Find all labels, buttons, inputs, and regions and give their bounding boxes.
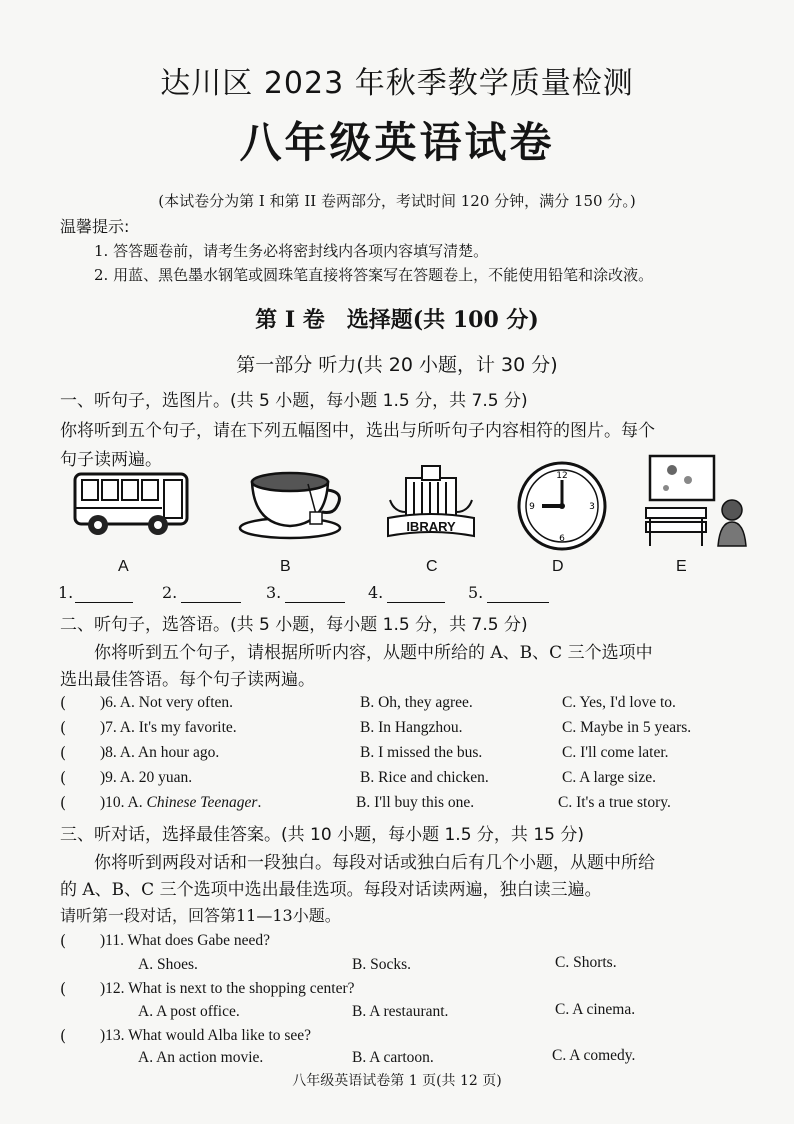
section3-sub-instruction: 请听第一段对话，回答第11—13小题。 [60, 906, 341, 925]
svg-text:12: 12 [556, 471, 568, 481]
answer-blank-2[interactable]: 2. [162, 583, 241, 603]
book-title: Chinese Teenager [146, 794, 258, 811]
classroom-icon [642, 452, 750, 550]
answer-paren-7[interactable]: ( [60, 719, 67, 737]
question-6: )6. A. Not very often. [100, 694, 234, 711]
answer-paren-13[interactable]: ( [60, 1027, 67, 1045]
exam-note: (本试卷分为第 I 和第 II 卷两部分，考试时间 120 分钟，满分 150 分。) [158, 192, 636, 210]
question-12-option-c: C. A cinema. [555, 1001, 636, 1018]
library-icon [384, 460, 479, 545]
section1-instruction-line1: 你将听到五个句子，请在下列五幅图中，选出与所听句子内容相符的图片。每个 [60, 421, 655, 441]
section3-instruction-line2: 的 A、B、C 三个选项中选出最佳选项。每段对话读两遍，独白读三遍。 [60, 880, 602, 900]
question-7: )7. A. It's my favorite. [100, 719, 237, 736]
question-7-option-b: B. In Hangzhou. [360, 719, 463, 736]
answer-blank-4[interactable]: 4. [368, 583, 445, 603]
bus-icon [72, 470, 192, 540]
question-8: )8. A. An hour ago. [100, 744, 220, 761]
answer-paren-6[interactable]: ( [60, 694, 67, 712]
svg-text:3: 3 [589, 502, 595, 512]
question-11: )11. What does Gabe need? [100, 932, 271, 949]
question-10: )10. A. Chinese Teenager. [100, 794, 262, 811]
page-footer: 八年级英语试卷第 1 页(共 12 页) [292, 1073, 502, 1089]
question-6-option-c: C. Yes, I'd love to. [562, 694, 676, 711]
question-9-option-b: B. Rice and chicken. [360, 769, 489, 786]
section3-heading: 三、听对话，选择最佳答案。(共 10 小题，每小题 1.5 分，共 15 分) [60, 825, 584, 845]
exam-title-line2: 八年级英语试卷 [239, 118, 555, 167]
question-9-option-c: C. A large size. [562, 769, 656, 786]
library-sign-text: IBRARY [406, 519, 456, 534]
answer-paren-9[interactable]: ( [60, 769, 67, 787]
question-13: )13. What would Alba like to see? [100, 1027, 312, 1044]
answer-paren-12[interactable]: ( [60, 980, 67, 998]
question-8-option-c: C. I'll come later. [562, 744, 669, 761]
answer-paren-8[interactable]: ( [60, 744, 67, 762]
section2-instruction-line1: 你将听到五个句子，请根据所听内容，从题中所给的 A、B、C 三个选项中 [94, 643, 653, 663]
teacup-icon [238, 462, 348, 542]
answer-paren-10[interactable]: ( [60, 794, 67, 812]
picture-letter-d: D [552, 558, 564, 575]
section2-heading: 二、听句子，选答语。(共 5 小题，每小题 1.5 分，共 7.5 分) [60, 615, 528, 635]
picture-letter-a: A [118, 558, 129, 575]
clock-icon [516, 460, 608, 552]
question-12-option-a: A. A post office. [138, 1003, 240, 1020]
question-11-option-b: B. Socks. [352, 956, 411, 973]
answer-blank-1[interactable]: 1. [58, 583, 133, 603]
question-10-option-c: C. It's a true story. [558, 794, 671, 811]
section1-heading: 一、听句子，选图片。(共 5 小题，每小题 1.5 分，共 7.5 分) [60, 391, 528, 411]
question-11-option-a: A. Shoes. [138, 956, 198, 973]
part-title: 第一部分 听力(共 20 小题，计 30 分) [236, 354, 558, 376]
tips-heading: 温馨提示: [60, 217, 130, 236]
question-13-option-c: C. A comedy. [552, 1047, 636, 1064]
answer-blank-3[interactable]: 3. [266, 583, 345, 603]
answer-blank-5[interactable]: 5. [468, 583, 549, 603]
section1-instruction-line2: 句子读两遍。 [60, 450, 162, 470]
svg-text:9: 9 [529, 502, 535, 512]
question-13-option-a: A. An action movie. [138, 1049, 264, 1066]
question-6-option-b: B. Oh, they agree. [360, 694, 473, 711]
question-9: )9. A. 20 yuan. [100, 769, 193, 786]
question-12: )12. What is next to the shopping center? [100, 980, 355, 997]
question-11-option-c: C. Shorts. [555, 954, 617, 971]
picture-letter-b: B [280, 558, 291, 575]
section2-instruction-line2: 选出最佳答语。每个句子读两遍。 [60, 670, 315, 690]
exam-title-line1: 达川区 2023 年秋季教学质量检测 [160, 66, 634, 101]
picture-letter-c: C [426, 558, 438, 575]
question-12-option-b: B. A restaurant. [352, 1003, 449, 1020]
volume-title: 第 I 卷 选择题(共 100 分) [255, 307, 539, 333]
tip-item-2: 2. 用蓝、黑色墨水钢笔或圆珠笔直接将答案写在答题卷上，不能使用铅笔和涂改液。 [94, 266, 654, 284]
svg-text:6: 6 [559, 534, 565, 544]
question-10-option-b: B. I'll buy this one. [356, 794, 475, 811]
section3-instruction-line1: 你将听到两段对话和一段独白。每段对话或独白后有几个小题，从题中所给 [94, 853, 655, 873]
tip-item-1: 1. 答答题卷前，请考生务必将密封线内各项内容填写清楚。 [94, 242, 489, 260]
picture-letter-e: E [676, 558, 687, 575]
answer-paren-11[interactable]: ( [60, 932, 67, 950]
question-7-option-c: C. Maybe in 5 years. [562, 719, 692, 736]
question-13-option-b: B. A cartoon. [352, 1049, 434, 1066]
question-8-option-b: B. I missed the bus. [360, 744, 483, 761]
